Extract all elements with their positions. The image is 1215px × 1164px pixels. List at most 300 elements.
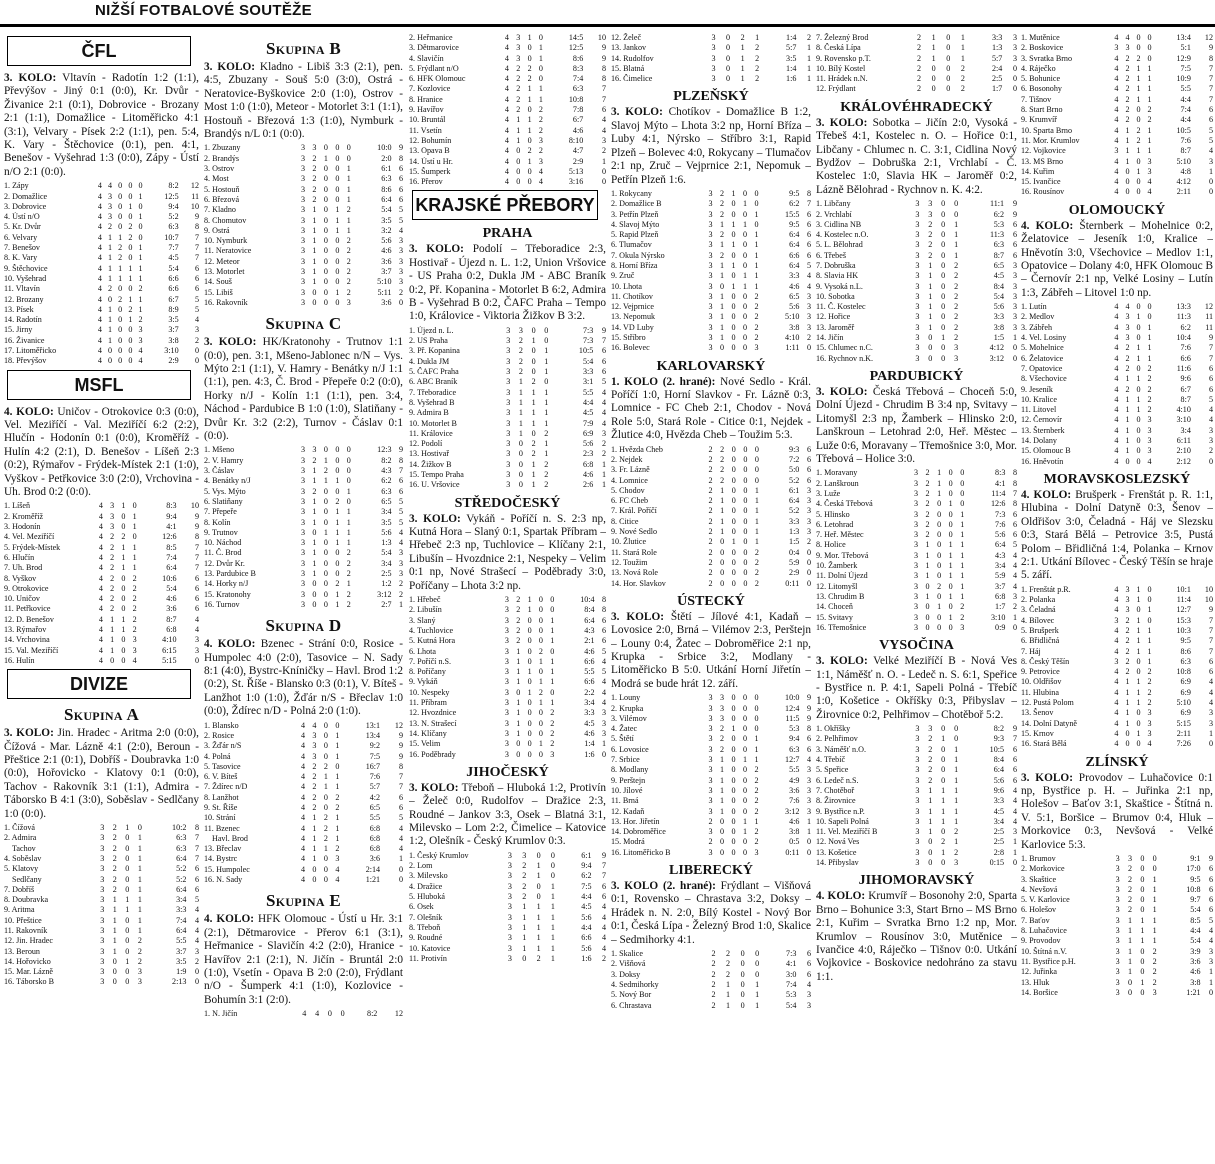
stat-cell: 3:6 [1190, 956, 1201, 966]
table-row [4, 574, 199, 584]
team-name: 4. Nevšová [1021, 884, 1058, 894]
stat-cell: 0 [118, 212, 123, 222]
stat-cell: 4 [504, 177, 509, 187]
stat-cell: 0 [550, 605, 555, 615]
stat-cell: 0 [118, 315, 123, 325]
stat-cell: 0 [346, 445, 351, 455]
stat-cell: 1 [121, 542, 126, 552]
table-row [4, 253, 199, 263]
team-name: 4. Bílovec [1021, 615, 1055, 625]
stat-cell: 0 [1136, 333, 1141, 343]
stat-cell: 2 [708, 516, 713, 526]
stat-cell: 4 [98, 552, 103, 562]
round-label: 3. KOLO: [409, 781, 459, 794]
table-row [204, 236, 403, 246]
stat-cell: 0 [743, 537, 748, 547]
stat-cell: 5 [601, 646, 606, 656]
stat-cell: 6:3 [381, 486, 392, 496]
team-name: 6. Holešov [1021, 905, 1057, 915]
stat-cell: 10 [597, 33, 606, 42]
stat-cell: 1 [335, 730, 340, 740]
stat-cell: 0 [731, 775, 736, 785]
stat-cell: 1:7 [991, 84, 1003, 94]
stat-cell: 2 [754, 765, 759, 775]
stat-cell: 0 [536, 892, 541, 902]
table-row [611, 333, 811, 343]
stat-cell: 4 [504, 53, 509, 63]
stat-cell: 4 [1114, 333, 1119, 343]
stat-cell: 0 [806, 578, 811, 588]
stat-cell: 1 [335, 782, 340, 792]
stat-cell: 0 [740, 1000, 745, 1010]
stat-cell: 3:7 [168, 325, 179, 335]
stat-cell: 2 [335, 792, 340, 802]
stat-cell: 10 [190, 201, 199, 211]
stat-cell: 1 [719, 312, 724, 322]
table-row [204, 257, 403, 267]
stat-cell: 3 [538, 156, 543, 166]
stat-cell: 1 [601, 156, 606, 166]
stat-cell: 7:6 [369, 772, 381, 782]
stat-cell: 7 [601, 871, 606, 881]
stat-cell: 0 [742, 806, 747, 816]
table-row [1021, 936, 1213, 946]
stat-cell: 1 [754, 496, 759, 506]
stat-cell: 2:1 [584, 636, 595, 646]
team-name: 12. Podolí [409, 439, 443, 449]
stat-cell: 7 [1208, 636, 1213, 646]
stat-cell: 1 [601, 459, 606, 469]
stat-cell: 3 [1125, 312, 1130, 322]
stat-cell: 2 [917, 43, 922, 53]
stat-cell: 5:4 [166, 583, 177, 593]
stat-cell: 4 [1208, 146, 1213, 156]
stat-cell: 6 [194, 273, 199, 283]
stat-cell: 4 [97, 273, 102, 283]
stat-cell: 5:4 [168, 263, 179, 273]
stat-cell: 1:3 [789, 527, 800, 537]
stat-cell: 4 [1147, 739, 1152, 749]
table-row [1021, 729, 1213, 739]
stat-cell: 1 [335, 538, 340, 548]
stat-cell: 2 [110, 532, 115, 542]
stat-cell: 5:10 [1176, 698, 1191, 708]
stat-cell: 0 [118, 222, 123, 232]
team-name: 8. Vyškov [4, 573, 37, 583]
stat-cell: 6:5 [369, 803, 381, 812]
stat-cell: 2 [954, 302, 959, 312]
table-row [816, 858, 1017, 868]
stat-cell: 7 [1012, 734, 1017, 744]
stat-cell: 5:6 [993, 775, 1005, 785]
round-results [611, 376, 811, 443]
stat-cell: 1 [128, 294, 133, 304]
table-row [409, 851, 606, 861]
table-row [1021, 343, 1213, 353]
stat-cell: 0 [1136, 708, 1141, 718]
stat-cell: 4 [601, 677, 606, 687]
stat-cell: 2 [544, 480, 549, 490]
team-name: 6. Bosonohy [1021, 84, 1062, 94]
team-name: 13. Hor. Jiřetín [611, 816, 660, 826]
stat-cell: 8 [806, 188, 811, 198]
stat-cell: 1 [1152, 905, 1157, 915]
stat-cell: 1 [941, 816, 946, 826]
team-name: 13. Košetice [816, 847, 857, 857]
team-name: 3. Svratka Brno [1021, 53, 1073, 63]
stat-cell: 2 [194, 956, 199, 966]
stat-cell: 1 [1125, 135, 1130, 145]
stat-cell: 0 [527, 53, 532, 63]
stat-cell: 1 [527, 687, 532, 697]
stat-cell: 0 [754, 455, 759, 464]
table-row [816, 220, 1017, 230]
stat-cell: 7:3 [786, 949, 797, 959]
stat-cell: 2 [518, 346, 523, 356]
stat-cell: 3 [708, 343, 713, 353]
stat-cell: 3 [504, 636, 509, 646]
stat-cell: 1 [536, 861, 541, 871]
team-name: 15. Libiš [204, 287, 233, 297]
stat-cell: 1 [312, 538, 317, 548]
stat-cell: 3 [1208, 956, 1213, 966]
stat-cell: 2 [720, 444, 725, 454]
stat-cell: 6 [806, 959, 811, 969]
stat-cell: 13:3 [1176, 302, 1191, 312]
stat-cell: 1 [132, 522, 137, 532]
stat-cell: 4 [98, 511, 103, 521]
stat-cell: 3 [915, 271, 920, 281]
stat-cell: 3 [708, 796, 713, 806]
stat-cell: 2 [754, 333, 759, 343]
stat-cell: 0 [125, 926, 130, 935]
stat-cell: 3:3 [991, 33, 1003, 42]
stat-cell: 9:1 [1190, 853, 1201, 863]
table-row [4, 947, 199, 957]
stat-cell: 0 [731, 343, 736, 353]
table-row [204, 854, 403, 864]
stat-cell: 0 [937, 591, 942, 601]
stat-cell: 2 [118, 294, 123, 304]
stat-cell: 3 [100, 915, 105, 925]
stat-cell: 8:4 [584, 605, 595, 615]
stat-cell: 6 [398, 803, 403, 812]
stat-cell: 15:5 [785, 209, 800, 219]
team-name: 11. Bzenec [204, 823, 240, 833]
stat-cell: 2 [1125, 625, 1130, 635]
team-name: 3. Ostrov [204, 164, 235, 174]
stat-cell: 3:7 [995, 581, 1006, 591]
stat-cell: 6 [806, 465, 811, 475]
stat-cell: 2 [601, 146, 606, 156]
stat-cell: 1 [1125, 677, 1130, 687]
stat-cell: 6 [1208, 884, 1213, 894]
stat-cell: 0 [125, 843, 130, 853]
stat-cell: 2 [719, 230, 724, 240]
stat-cell: 1:21 [365, 875, 381, 885]
stat-cell: 5:4 [381, 205, 392, 215]
table-row [1021, 864, 1213, 874]
stat-cell: 3:9 [1190, 946, 1201, 956]
team-name: 12. Frýdlant [816, 84, 856, 94]
stat-cell: 3 [1125, 333, 1130, 343]
team-name: 9. Rovensko p.T. [816, 53, 871, 63]
stat-cell: 0 [742, 261, 747, 270]
match-results: Brušperk - Frenštát p. R. 1:1, Hlubina - Dolní Datyně 0:3, Šenov – Oldřišov 3:0, Čeladná - Háj ve Slezsku 0:3, Stará Bělá – Petrovice 3:5, Pustá Polom – Břidličná 1:4, Polanka – Krnov 2:1. Utkání Bílovec - Český Těšín se hraje 5. září. [1021, 488, 1213, 582]
team-name: 3. Př. Kopanina [409, 346, 460, 356]
stat-cell: 0 [335, 297, 340, 307]
stat-cell: 3 [915, 261, 920, 270]
table-row [4, 936, 199, 946]
stat-cell: 2 [1125, 115, 1130, 125]
stat-cell: 2 [928, 775, 933, 785]
stat-cell: 0 [323, 599, 328, 609]
stat-cell: 2 [601, 439, 606, 449]
table-row [816, 84, 1017, 94]
stat-cell: 11:6 [1176, 363, 1191, 373]
stat-cell: 1 [754, 240, 759, 250]
stat-cell: 3 [506, 346, 511, 356]
standings-table [204, 1009, 403, 1019]
stat-cell: 6 [601, 615, 606, 625]
stat-cell: 1 [928, 281, 933, 291]
stat-cell: 3 [1115, 895, 1120, 905]
stat-cell: 0 [1140, 987, 1145, 997]
stat-cell: 1 [731, 219, 736, 229]
stat-cell: 3 [806, 1000, 811, 1010]
stat-cell: 0 [954, 734, 959, 744]
team-name: 13. Písek [4, 304, 34, 314]
stat-cell: 6 [601, 105, 606, 115]
table-row [204, 226, 403, 236]
stat-cell: 4 [1114, 446, 1119, 456]
team-name: 12. Pustá Polom [1021, 698, 1074, 708]
stat-cell: 0 [754, 724, 759, 734]
stat-cell: 3 [538, 135, 543, 145]
stat-cell: 0 [194, 655, 199, 665]
stat-cell: 1 [1147, 333, 1152, 343]
table-row [1021, 708, 1213, 718]
stat-cell: 1 [527, 94, 532, 104]
team-name: 8. Český Těšín [1021, 656, 1070, 666]
stat-cell: 6 [1012, 775, 1017, 785]
stat-cell: 1 [1136, 646, 1141, 656]
stat-cell: 2 [1147, 687, 1152, 697]
stat-cell: 4:6 [582, 470, 594, 480]
table-row [611, 486, 811, 496]
stat-cell: 6:3 [168, 222, 179, 232]
stat-cell: 0 [743, 506, 748, 516]
group-heading: PARDUBICKÝ [869, 368, 964, 384]
stat-cell: 1 [138, 212, 143, 222]
team-name: 2. Rosice [204, 730, 235, 740]
table-row [204, 569, 403, 579]
stat-cell: 4:6 [381, 246, 392, 256]
stat-cell: 5 [398, 517, 403, 527]
table-row [816, 499, 1017, 509]
stat-cell: 6:6 [1180, 353, 1191, 363]
stat-cell: 4 [302, 1009, 307, 1019]
stat-cell: 0 [1136, 384, 1141, 394]
table-row [816, 540, 1017, 550]
stat-cell: 3 [300, 287, 305, 297]
stat-cell: 2 [726, 949, 731, 959]
stat-cell: 4 [194, 936, 199, 946]
stat-cell: 0 [536, 881, 541, 891]
stat-cell: 0 [346, 455, 351, 465]
team-name: 12. Brozany [4, 294, 44, 304]
stat-cell: 2 [1125, 636, 1130, 646]
team-name: 5. Kr. Dvůr [4, 222, 41, 232]
stat-cell: 1 [601, 739, 606, 749]
team-name: 15. Šumperk [409, 166, 451, 176]
stat-cell: 3 [1012, 827, 1017, 837]
stat-cell: 6:4 [176, 884, 187, 894]
stat-cell: 3 [1012, 53, 1017, 63]
stat-cell: 4:4 [581, 922, 592, 932]
stat-cell: 2 [346, 256, 351, 266]
stat-cell: 0 [954, 199, 959, 209]
stat-cell: 4 [1114, 33, 1119, 42]
stat-cell: 1 [1152, 926, 1157, 936]
stat-cell: 3:3 [993, 312, 1005, 322]
stat-cell: 4 [1114, 728, 1119, 738]
stat-cell: 9:5 [789, 219, 800, 229]
stat-cell: 0 [335, 720, 340, 730]
stat-cell: 3 [708, 291, 713, 301]
stat-cell: 0:9 [995, 622, 1006, 632]
stat-cell: 1 [138, 273, 143, 283]
stat-cell: 2 [110, 583, 115, 593]
stat-cell: 6 [1208, 374, 1213, 384]
stat-cell: 2 [1147, 394, 1152, 404]
stat-cell: 0 [194, 977, 199, 987]
stat-cell: 4:1 [786, 959, 797, 969]
stat-cell: 4:6 [584, 728, 595, 738]
stat-cell: 3:3 [789, 516, 800, 526]
stat-cell: 1 [110, 645, 115, 655]
team-name: 7. Háj [1021, 646, 1041, 656]
stat-cell: 1 [137, 926, 142, 935]
stat-cell: 3:12 [989, 353, 1005, 363]
team-name: 14. Souš [204, 277, 232, 287]
stat-cell: 0 [1140, 895, 1145, 905]
table-row [1021, 136, 1213, 146]
stat-cell: 0 [1136, 436, 1141, 446]
stat-cell: 2 [323, 813, 328, 823]
stat-cell: 10:9 [1176, 74, 1191, 84]
stat-cell: 4 [601, 902, 606, 912]
stat-cell: 0 [720, 547, 725, 557]
stat-cell: 4 [138, 356, 143, 366]
round-results [4, 406, 199, 500]
table-row [816, 468, 1017, 478]
stat-cell: 2 [312, 761, 317, 771]
stat-cell: 7:5 [1180, 63, 1191, 73]
stat-cell: 9 [398, 751, 403, 761]
team-name: 8. Citice [611, 516, 639, 526]
stat-cell: 3 [504, 595, 509, 605]
stat-cell: 3 [1115, 977, 1120, 987]
stat-cell: 4 [1114, 636, 1119, 646]
standings-table [204, 445, 403, 610]
stat-cell: 2 [538, 105, 543, 115]
team-name: 11. Dolní Újezd [816, 571, 868, 581]
stat-cell: 5:5 [369, 813, 381, 823]
stat-cell: 5 [398, 507, 403, 517]
stat-cell: 3 [708, 230, 713, 240]
stat-cell: 3 [507, 933, 512, 943]
stat-cell: 1 [754, 816, 759, 826]
stat-cell: 4 [1012, 806, 1017, 816]
stat-cell: 7 [194, 853, 199, 863]
stat-cell: 4:2 [369, 792, 381, 802]
stat-cell: 3 [1012, 281, 1017, 291]
team-name: 1. Mšeno [204, 445, 235, 455]
table-row [4, 864, 199, 874]
table-row [4, 243, 199, 253]
team-name: 16. Táborsko B [4, 977, 54, 987]
stat-cell: 7:6 [1180, 135, 1191, 145]
stat-cell: 0 [754, 444, 759, 454]
stat-cell: 3 [398, 548, 403, 558]
table-row [4, 522, 199, 532]
stat-cell: 6 [806, 744, 811, 754]
team-name: 3. Dobrovice [4, 201, 47, 211]
stat-cell: 5:3 [786, 990, 797, 1000]
stat-cell: 1 [1125, 718, 1130, 728]
stat-cell: 2 [1147, 667, 1152, 677]
stat-cell: 3 [913, 519, 918, 529]
stat-cell: 2 [323, 833, 328, 843]
stat-cell: 0 [335, 445, 340, 455]
match-results: Štětí – Jílové 4:1, Kadaň – Lovosice 2:0, Brná – Vilémov 2:3, Perštejn – Louny 0:4, Žatec – Dobroměřice 2:1 np, Krupka - Srbice 3:2, Modlany - Litoměřicko B 5:0. Utkání Horní Jiřetín – Modrá se bude hrát 12. září. [611, 610, 811, 690]
stat-cell: 1 [522, 912, 527, 922]
stat-cell: 4:1 [166, 522, 177, 532]
stat-cell: 1 [121, 614, 126, 624]
stat-cell: 0 [1125, 456, 1130, 466]
stat-cell: 8:2 [993, 724, 1005, 734]
stat-cell: 2 [110, 594, 115, 604]
team-name: 15. Krnov [1021, 728, 1054, 738]
stat-cell: 1 [550, 667, 555, 677]
stat-cell: 6 [194, 573, 199, 583]
stat-cell: 1 [346, 486, 351, 496]
stat-cell: 3 [915, 281, 920, 291]
stat-cell: 8 [601, 605, 606, 615]
stat-cell: 3 [100, 853, 105, 863]
table-row [204, 143, 403, 153]
stat-cell: 0 [527, 708, 532, 718]
stat-cell: 1:4 [584, 739, 595, 749]
stat-cell: 3 [1012, 33, 1017, 42]
table-row [409, 43, 606, 53]
stat-cell: 3 [913, 561, 918, 571]
table-row [1021, 667, 1213, 677]
table-row [204, 528, 403, 538]
stat-cell: 4 [538, 177, 543, 187]
stat-cell: 4 [1208, 687, 1213, 697]
table-row [1021, 157, 1213, 167]
stat-cell: 6 [194, 263, 199, 273]
stat-cell: 1 [110, 625, 115, 634]
stat-cell: 1 [1136, 595, 1141, 605]
stat-cell: 1 [544, 367, 549, 377]
stat-cell: 1 [132, 563, 137, 573]
table-row [1021, 616, 1213, 626]
stat-cell: 0 [1147, 584, 1152, 594]
stat-cell: 3 [913, 571, 918, 581]
